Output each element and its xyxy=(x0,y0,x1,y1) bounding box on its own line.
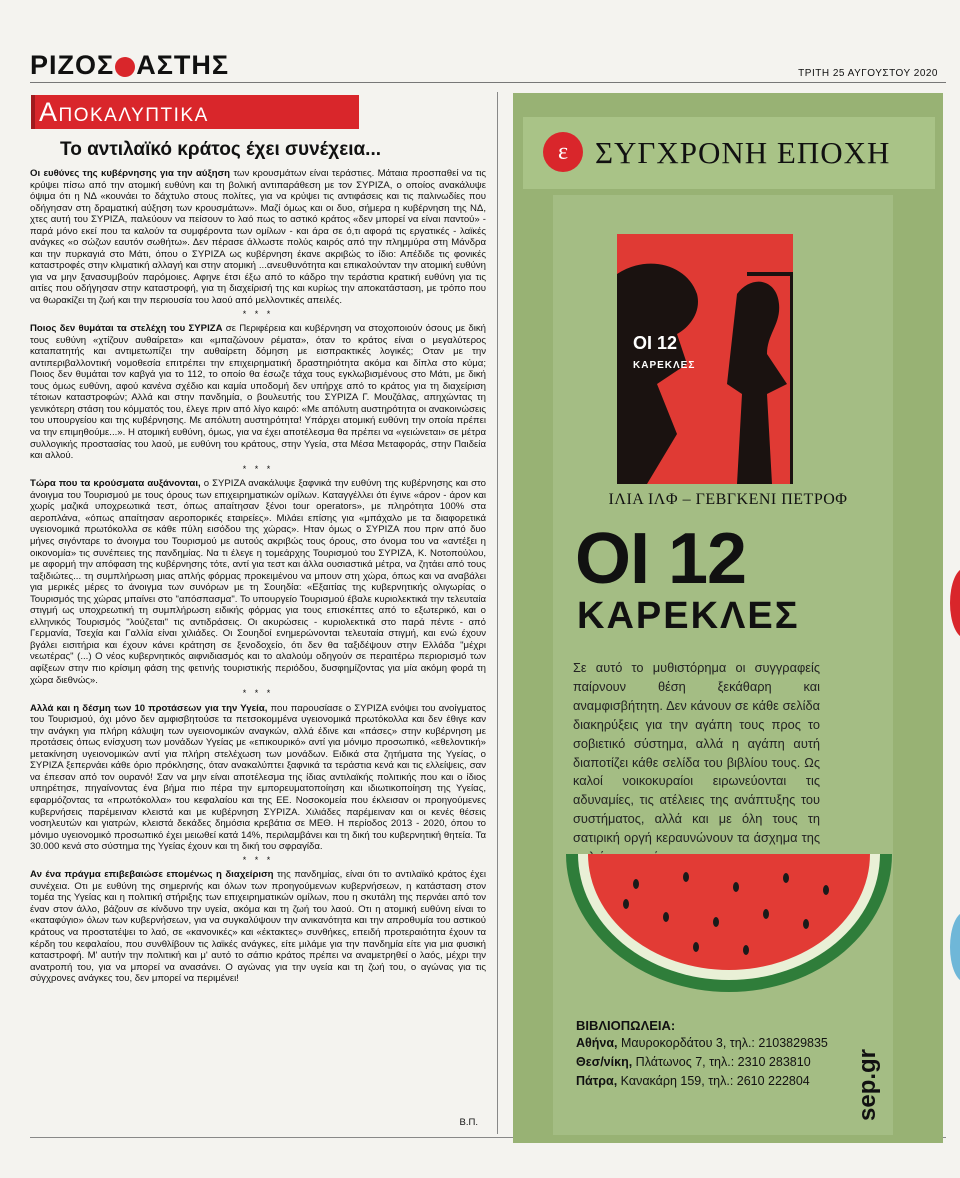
website-label[interactable] xyxy=(845,1043,885,1123)
paragraph-separator: * * * xyxy=(242,688,274,699)
woman-silhouette xyxy=(727,282,787,484)
bookstore-patra: Πάτρα, Κανακάρη 159, τηλ.: 2610 222804 xyxy=(576,1074,810,1088)
page-edge-blue-marker xyxy=(950,912,960,982)
publisher-logo-icon: ε xyxy=(543,132,583,172)
article-body xyxy=(30,168,486,1134)
book-subtitle: ΚΑΡΕΚΛΕΣ xyxy=(577,595,800,637)
cover-illustration xyxy=(617,234,793,484)
article-paragraph: Αλλά και η δέσμη των 10 προτάσεων για την Υγεία, που παρουσίασε ο ΣΥΡΙΖΑ ενόψει του ανοίγματος του Τουρισμού, όχι μόνο δεν αμφισβητούσε τα πετσοκομμένα υγειονομικά πρωτόκολλα και δεν έθιγε καν την ανάγκη για πλήρη κάλυψη των υγειονομικών αναγκών, αλλά έδινε και «πάσες» στην κυβέρνηση με προτάσεις όπως ενίσχυση των μονάδων Υγείας με «επικουρικό» αντί για μόνιμο προσωπικό, «εθελοντική» μετακίνηση υγειονομικών αντί για πλήρη στελέχωση των μονάδων. Ειδικά στα ζητήματα της Υγείας, ο ΣΥΡΙΖΑ ξεπερνάει κάθε όριο πρόκλησης, όταν ανακαλύπτει ξαφνικά τα τεράστια κενά και τις ελλείψεις, σαν να έπεσαν από τον ουρανό! Σαν να μην είναι αποτέλεσμα της ίδιας αντιλαϊκής πολιτικής που και ο ίδιος υπηρέτησε, πηγαίνοντας ένα βήμα πιο πέρα την εμπορευματοποίηση και ιδιωτικοποίηση της Υγείας, εφαρμόζοντας τα «πρωτόκολλα» του κεφαλαίου και της ΕΕ. Νοσοκομεία που έκλεισαν οι προηγούμενες κυβερνήσεις παρέμειναν κλειστά και με κυβέρνηση ΣΥΡΙΖΑ. Χιλιάδες παρέμειναν και οι κενές θέσεις νοσηλευτών και γιατρών, κλειστά δεκάδες δημόσια κρεβάτια σε ΜΕΘ. Η περίοδος 2013 - 2020, όπου το μόνιμο υγειονομικό προσωπικό έχει μειωθεί κατά 14%, περιλαμβάνει και τη δική του κυβερνητική θητεία. Τα 30.000 κενά στο σύστημα της Υγείας έχουν και τη δική του σφραγίδα. xyxy=(30,702,486,853)
cover-title: ΟΙ 12 xyxy=(633,333,678,353)
article-headline: Το αντιλαϊκό κράτος έχει συνέχεια... xyxy=(60,139,382,160)
ad-header xyxy=(523,117,935,189)
book-authors: ΙΛΙΑ ΙΛΦ – ΓΕΒΓΚΕΝΙ ΠΕΤΡΟΦ xyxy=(608,491,848,508)
book-cover xyxy=(617,234,793,484)
page-edge-red-marker xyxy=(950,568,960,638)
paragraph-separator: * * * xyxy=(242,308,274,319)
book-advertisement xyxy=(513,93,943,1143)
paragraph-separator: * * * xyxy=(242,854,274,865)
article-paragraph: Τώρα που τα κρούσματα αυξάνονται, ο ΣΥΡΙΖΑ ανακάλυψε ξαφνικά την ευθύνη της κυβέρνησης και στο άνοιγμα του Τουρισμού με τους όρους των επιχειρηματικών ομίλων. Καταγγέλλει ότι έγινε «άρον - άρον και χωρίς μαζικά υποχρεωτικά τεστ, όπως απαίτησαν ξένοι tour operators», με πληρότητα 100% στα αεροπλάνα, «όπως απαίτησαν αεροπορικές εταιρείες». Μιλάει επίσης για «μπάχαλο με τα διαφορετικά υγειονομικά πρωτόκολλα σε κάθε πύλη εισόδου της χώρας». Ηταν όμως ο ΣΥΡΙΖΑ που πριν από δυο μήνες σιγόνταρε το άνοιγμα του Τουρισμού με αυτούς ακριβώς τους όρους, στο όνομα του να «αντέξει η οικονομία» τις συνέπειες της πανδημίας. Να τι έλεγε η τομεάρχης Τουρισμού του ΣΥΡΙΖΑ, Κ. Νοτοπούλου, με αφορμή την απόφαση της κυβέρνησης τότε, αντί για τεστ και άλλα ουσιαστικά μέτρα, να ζητάει από τους ταξιδιώτες... τη συμπλήρωση μιας απλής φόρμας προκειμένου να μπουν στη χώρα, όπως και να αναβάλει για μερικές μέρες το άνοιγμα των συνόρων με τη Σουηδία: «Εξαιτίας της κυβερνητικής ολιγωρίας ο Τουρισμός της χώρας μπαίνει στο "απόσπασμα". Το υπουργείο Τουρισμού έβαλε κυριολεκτικά την τελευταία στιγμή ως υποχρεωτική τη συμπλήρωση ειδικής φόρμας για τους επισκέπτες από το εξωτερικό, και ο ελληνικός Τουρισμός "λούζεται" τις αντιδράσεις. Οι ακυρώσεις - κυριολεκτικά στο παρά πέντε - από Γερμανία, Τσεχία και Γαλλία είναι χιλιάδες. Οι Σουηδοί ενημερώνονται τελευταία στιγμή, και ενώ έχουν βγάλει εισιτήρια και έχουν κάνει κράτηση σε ξενοδοχείο, ότι δεν θα ταξιδέψουν στην Ελλάδα "μέχρι νεωτέρας" (...) Ο νέος κυβερνητικός αιφνιδιασμός και το αλαλούμ οδηγούν σε περαιτέρω περιορισμό των αφίξεων στην πιο κρίσιμη φάση της φετινής τουριστικής περιόδου, δυσφημίζοντας για μία ακόμη φορά τη χώρα διεθνώς». xyxy=(30,478,486,686)
article-paragraph: Ποιος δεν θυμάται τα στελέχη του ΣΥΡΙΖΑ σε Περιφέρεια και κυβέρνηση να στοχοποιούν όσους με δική τους ευθύνη «χτίζουν αυθαίρετα» και «μπαζώνουν ρέματα», όταν το κράτος είναι ο μεγαλύτερος καταπατητής και αντιμετωπίζει την αυθαίρετη δόμηση με εισπρακτικές λογικές; Οταν με την αντιπεριβαλλοντική νομοθεσία επιτρέπει την επιχειρηματική δραστηριότητα ακόμα και δίπλα στο κύμα; Ποιος δεν θυμάται τον καβγά για το 112, το οποίο θα έσωζε τάχα τους εγκλωβισμένους στο Μάτι, με δική τους όμως ευθύνη, αφού κανένα σχέδιο και καμία υποδομή δεν υπήρχε από το κράτος για τη διαχείριση τέτοιων καταστροφών; Αλλά και στην πανδημία, ο βουλευτής του ΣΥΡΙΖΑ Γ. Μουζάλας, απηχώντας τη γενικότερη στάση του κόμματός του, έλεγε πριν από λίγο καιρό: «Με απόλυτη αυστηρότητα οι ανακοινώσεις του υπουργείου και της κυβέρνησης. Με απόλυτη αυστηρότητα! Υπάρχει ατομική ευθύνη την οποία πρέπει να την επιμηθούμε...». Η ατομική ευθύνη, όμως, για να έχει αποτέλεσμα θα πρέπει να «γειώνεται» σε μέτρα συλλογικής προστασίας του λαού, με ευθύνη του κράτους, στην Υγεία, στα Μέσα Μεταφοράς, στην Παιδεία και αλλού. xyxy=(30,323,486,462)
star-logo-icon xyxy=(115,57,135,77)
watermelon-illustration xyxy=(566,842,892,992)
cover-subtitle: ΚΑΡΕΚΛΕΣ xyxy=(633,360,696,371)
paragraph-separator: * * * xyxy=(242,463,274,474)
masthead-logo: ΡΙΖΟΣ ΑΣΤΗΣ xyxy=(30,50,230,80)
article-paragraph: Οι ευθύνες της κυβέρνησης για την αύξηση των κρουσμάτων είναι τεράστιες. Μάταια προσπαθεί να τις κρύψει πίσω από την ατομική ευθύνη και τη βολική αντιπαράθεση με τον ΣΥΡΙΖΑ, ο οποίος ανακάλυψε όψιμα ότι η ΝΔ «κουνάει το δάχτυλο στους πολίτες, για να κρύψει τις αντιφάσεις και τις παλινωδίες που οδήγησαν στη δραματική αύξηση των κρουσμάτων». Μαζί όμως και οι δυο, σήμερα η κυβέρνηση της ΝΔ, χτες αυτή του ΣΥΡΙΖΑ, παλεύουν να πείσουν το λαό πως το αστικό κράτος «δεν μπορεί να είναι παντού» - παρά μόνο εκεί που τα καλούν τα συμφέροντα των ομίλων - και άρα σε ό,τι αφορά τις εργατικές - λαϊκές ανάγκες «ο σώζων εαυτόν σωθήτω». Δεν πέρασε άλλωστε πολύς καιρός από την πλημμύρα στη Μάνδρα και την πυρκαγιά στο Μάτι, όπου ο ΣΥΡΙΖΑ ως κυβέρνηση έκανε ακριβώς το ίδιο: Απέδιδε τις φονικές καταστροφές στην κλιματική αλλαγή και στην ατομική ...ανευθυνότητα και επικαλούνταν την ατομική ευθύνη για να μην ξανασυμβούν παρόμοιες. Αφηνε έτσι έξω από το κάδρο την τεράστια κρατική ευθύνη για τις αιτίες που οδήγησαν στην καταστροφή, για τη διαχείρισή της και κυρίως την αποκατάσταση, με τρόπο που να θωρακίζει τη ζωή και την περιουσία του λαού από μελλοντικές απειλές. xyxy=(30,168,486,307)
issue-date: ΤΡΙΤΗ 25 ΑΥΓΟΥΣΤΟΥ 2020 xyxy=(798,68,938,79)
bookstore-athens: Αθήνα, Μαυροκορδάτου 3, τηλ.: 2103829835 xyxy=(576,1036,828,1050)
header-rule xyxy=(30,82,946,83)
svg-text:sep.gr: sep.gr xyxy=(854,1048,881,1121)
column-divider xyxy=(497,92,498,1134)
section-tag: Αποκαλυπτικα xyxy=(31,95,359,129)
article-paragraph: Αν ένα πράγμα επιβεβαιώσε επομένως η διαχείριση της πανδημίας, είναι ότι το αντιλαϊκό κράτος έχει συνέχεια. Οτι με ευθύνη της σημερινής και όλων των προηγούμενων κυβερνήσεων, η κατάσταση στον τομέα της Υγείας και η πολιτική στήριξης των επιχειρηματικών ομίλων, που η σκυτάλη της περνάει από τον έναν στον άλλο, βάζουν σε κίνδυνο την υγεία, ακόμα και τη ζωή του λαού. Οτι η ατομική ευθύνη είναι το «καταφύγιο» όλων των κυβερνήσεων, για να συγκαλύψουν την ανικανότητα και την απροθυμία του αστικού κράτους να προστατέψει το λαό, σε «κανονικές» και «έκτακτες» συνθήκες, επειδή προτεραιότητα έχουν τα κέρδη του κεφαλαίου, που συνθλίβουν τις λαϊκές ανάγκες, είτε μιλάμε για την πανδημία είτε για μια φυσική καταστροφή. Μ' αυτήν την πολιτική και μ' αυτό το σάπιο κράτος πρέπει να αναμετρηθεί ο λαός, μέχρι την ανατροπή του, για να μπορεί να ανασάνει. Ο αγώνας για την υγεία και τη ζωή του, ο αγώνας για τις σύγχρονες ανάγκες του, δεν μπορεί να περιμένει! xyxy=(30,869,486,985)
book-title: ΟΙ 12 xyxy=(575,519,747,599)
author-initials: Β.Π. xyxy=(459,1117,478,1128)
book-blurb: Σε αυτό το μυθιστόρημα οι συγγραφείς παίρνουν θέση ξεκάθαρη και αναμφισβήτητη. Δεν κάνουν σε κάθε σελίδα διακηρύξεις για την αγάπη τους προς το σοβιετικό σύστημα, αλλά η αγάπη αυτή διαποτίζει κάθε σελίδα του βιβλίου τους. Ως καλοί νοικοκυραίοι ειρωνεύονται τις αδυναμίες, τις ατέλειες της ανάπτυξης του συστήματος, αλλά και με όλη τους τη σατιρική οργή κεραυνώνουν τα άσχημα της xyxy=(573,660,820,846)
bookstores-heading: ΒΙΒΛΙΟΠΩΛΕΙΑ: xyxy=(576,1018,676,1033)
publisher-name: ΣΥΓΧΡΟΝΗ ΕΠΟΧΗ xyxy=(595,135,891,170)
running-man-silhouette xyxy=(617,264,698,484)
bookstore-thessaloniki: Θεσ/νίκη, Πλάτωνος 7, τηλ.: 2310 283810 xyxy=(576,1055,811,1069)
